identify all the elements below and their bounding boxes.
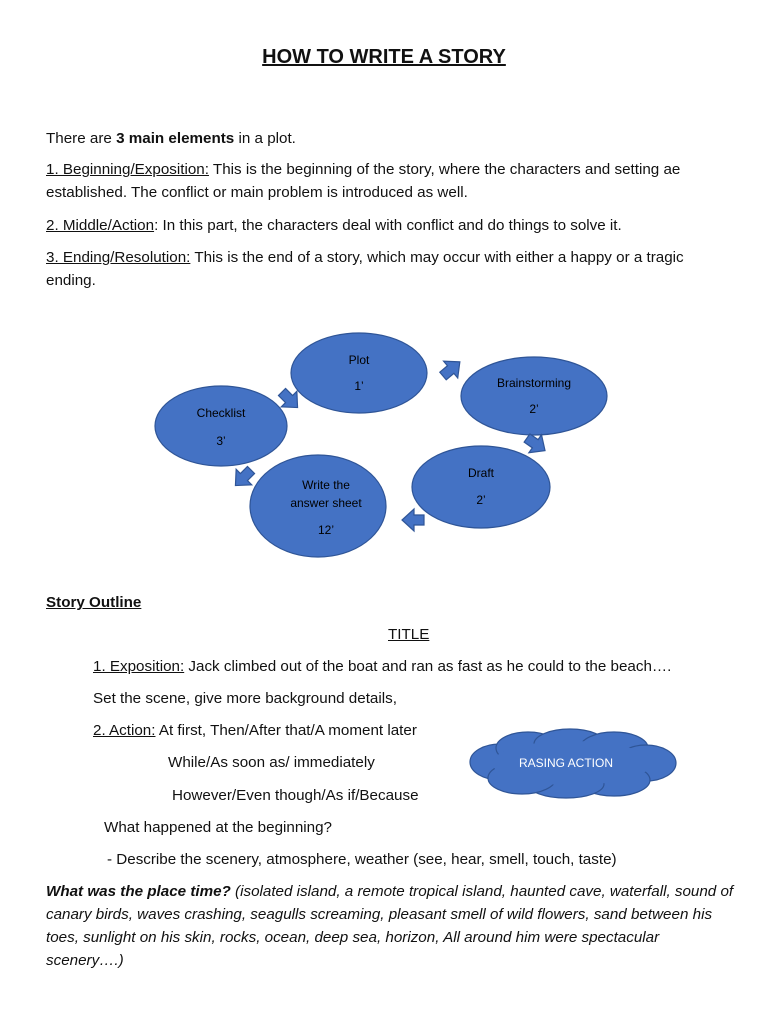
plot-label: Plot — [348, 353, 370, 367]
element-text: This is the end of a story, which may occur with either a happy or a tragic ending. — [46, 249, 684, 289]
draft-time: 2’ — [476, 493, 486, 507]
element-label: 2. Middle/Action — [46, 217, 155, 234]
element-middle — [46, 214, 726, 237]
intro-paragraph — [46, 127, 726, 150]
element-beginning — [46, 158, 726, 204]
plot-time: 1’ — [354, 379, 364, 393]
exposition-label: 1. Exposition: — [93, 658, 185, 675]
brainstorming-time: 2’ — [529, 402, 539, 416]
element-label: 3. Ending/Resolution: — [46, 249, 191, 266]
describe-line: - Describe the scenery, atmosphere, weather (see, hear, smell, touch, taste) — [107, 851, 617, 868]
scene-line: Set the scene, give more background details, — [93, 690, 397, 707]
page-title: HOW TO WRITE A STORY — [262, 46, 506, 68]
element-text: : In this part, the characters deal with conflict and do things to solve it. — [154, 217, 622, 234]
outline-title-label: TITLE — [388, 626, 430, 643]
place-question-paragraph — [46, 880, 736, 972]
checklist-ellipse — [155, 386, 287, 466]
arrow-icon — [436, 353, 467, 384]
checklist-label: Checklist — [196, 406, 246, 420]
question-line: What happened at the beginning? — [104, 819, 332, 836]
element-text: This is the beginning of the story, where the characters and setting ae established. The conflict or main problem is introduced as well. — [46, 161, 681, 201]
exposition-line — [93, 656, 733, 678]
action-text: At first, Then/After that/A moment later — [155, 722, 417, 739]
brainstorming-label: Brainstorming — [496, 376, 572, 390]
element-ending — [46, 246, 726, 292]
action-line — [93, 720, 417, 742]
outline-heading: Story Outline — [46, 594, 142, 611]
draft-label: Draft — [467, 466, 495, 480]
arrow-icon — [402, 509, 424, 531]
write-time: 12’ — [317, 523, 335, 537]
write-label-1: Write the — [302, 478, 350, 492]
checklist-time: 3’ — [216, 434, 226, 448]
draft-ellipse — [412, 446, 550, 528]
place-question: What was the place time? — [46, 883, 231, 900]
exposition-text: Jack climbed out of the boat and ran as fast as he could to the beach…. — [184, 658, 672, 675]
intro-after: in a plot. — [234, 130, 296, 147]
element-label: 1. Beginning/Exposition: — [46, 161, 209, 178]
rasing-action-cloud — [466, 726, 680, 800]
intro-before: There are — [46, 130, 117, 147]
place-text: (isolated island, a remote tropical island, haunted cave, waterfall, sound of canary birds, waves crashing, seagulls screaming, pleasant smell of wild flowers, sand between his toes, sunlight on his skin, rocks, ocean, deep sea, horizon, All around him were spectacular scenery….) — [46, 883, 734, 969]
cloud-label: RASING ACTION — [518, 756, 614, 770]
intro-bold: 3 main elements — [116, 130, 235, 147]
action-label: 2. Action: — [93, 722, 156, 739]
plot-ellipse — [291, 333, 427, 413]
however-line: However/Even though/As if/Because — [172, 787, 419, 804]
while-line: While/As soon as/ immediately — [168, 754, 375, 771]
writing-cycle-diagram — [0, 320, 768, 570]
write-label-2: answer sheet — [290, 496, 362, 510]
brainstorming-ellipse — [461, 357, 607, 435]
